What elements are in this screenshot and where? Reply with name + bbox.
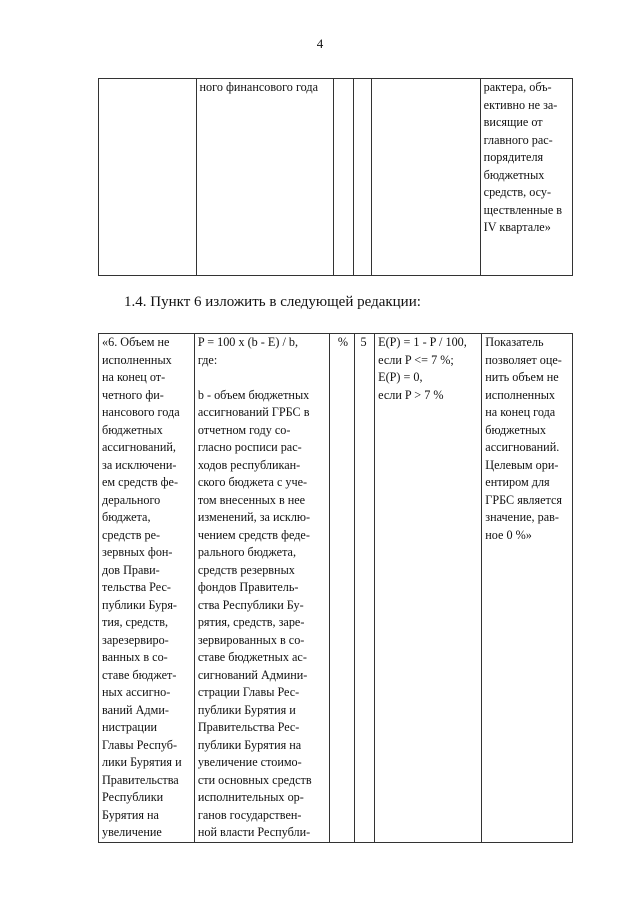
table-row [99,334,573,843]
table-cell: ного финансового года [196,79,333,276]
table-cell [99,79,197,276]
page-number: 4 [316,36,324,51]
section-heading: 1.4. Пункт 6 изложить в следующей редакции: [124,294,421,310]
formula-cell: P = 100 x (b - E) / b, где: b - объем бюджетных ассигнований ГРБС в отчетном году со- гласно росписи рас- ходов республикан- ского бюджета с уче- том внесенных в нее изменений, за исклю- чением средств феде- рального бюджета, средств резервных фондов Правитель- ства Республики Бу- рятия, средств, заре- зервированных в со- ставе бюджетных ас- сигнований Админи- страции Главы Рес- публики Бурятия и Правительства Рес- публики Бурятия на увеличение стоимо- сти основных средств исполнительных ор- ганов государствен- ной власти Республи- [194,334,329,843]
weight-cell: 5 [354,334,375,843]
unit-cell: % [329,334,354,843]
table-row [99,79,573,276]
table-cell: рактера, объ- ективно не за- висящие от главного рас- порядителя бюджетных средств, осу- ществленные в IV квартале» [480,79,572,276]
table-cell [333,79,353,276]
indicator-table-continued [98,78,573,276]
evaluation-cell: E(P) = 1 - P / 100, если P <= 7 %; E(P) = 0, если P > 7 % [375,334,482,843]
table-cell [353,79,371,276]
comment-cell: Показатель позволяет оце- нить объем не исполненных на конец года бюджетных ассигнований. Целевым ори- ентиром для ГРБС является значение, рав- ное 0 %» [482,334,573,843]
indicator-name-cell: «6. Объем не исполненных на конец от- четного фи- нансового года бюджетных ассигнований, за исключени- ем средств фе- дерального бюджета, средств ре- зервных фон- дов Прави- тельства Рес- публики Буря- тия, средств, зарезервиро- ванных в со- ставе бюджет- ных ассигно- ваний Адми- нистрации Главы Респуб- лики Бурятия и Правительства Республики Бурятия на увеличение [99,334,195,843]
table-cell [371,79,480,276]
indicator-table [98,333,573,843]
